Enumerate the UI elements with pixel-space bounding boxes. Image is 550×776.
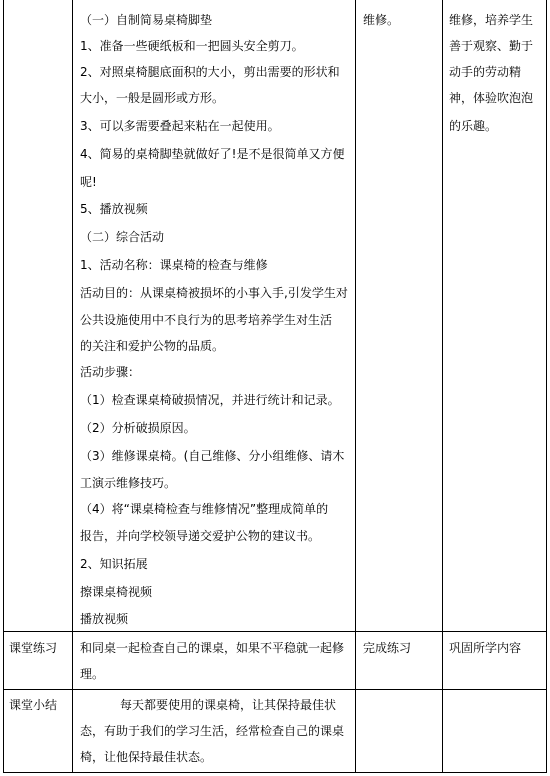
- content-line: 活动步骤：: [80, 365, 141, 379]
- content-line: 的关注和爱护公物的品质。: [80, 339, 225, 353]
- content-line: 每天都要使用的课桌椅，让其保持最佳状: [120, 698, 337, 712]
- intent-line: 动手的劳动精: [449, 65, 522, 79]
- content-line: 报告，并向学校领导递交爱护公物的建议书。: [80, 529, 321, 543]
- content-line: 呢!: [80, 175, 97, 189]
- content-line: 和同桌一起检查自己的课桌，如果不平稳就一起修: [80, 641, 345, 655]
- content-line: 椅，让他保持最佳状态。: [80, 750, 213, 764]
- student-activity: 完成练习: [363, 641, 412, 655]
- content-line: 2、知识拓展: [80, 557, 148, 571]
- row-border-2: [3, 689, 547, 690]
- content-line: 工演示维修技巧。: [80, 476, 177, 490]
- content-line: （一）自制简易桌椅脚垫: [80, 13, 213, 27]
- col-border-3: [442, 0, 443, 773]
- content-line: 4、简易的桌椅脚垫就做好了!是不是很简单又方便: [80, 147, 345, 161]
- row-border-bottom: [3, 772, 547, 773]
- row-border-1: [3, 631, 547, 632]
- content-line: （二）综合活动: [80, 230, 165, 244]
- content-line: 理。: [80, 667, 105, 681]
- col-border-2: [355, 0, 356, 773]
- row-label: 课堂练习: [9, 641, 58, 655]
- content-line: （3）维修课桌椅。(自己维修、分小组维修、请木: [80, 449, 345, 463]
- col-border-left: [3, 0, 4, 773]
- intent-line: 维修，培养学生: [449, 13, 534, 27]
- content-line: 5、播放视频: [80, 202, 148, 216]
- content-line: （2）分析破损原因。: [80, 421, 196, 435]
- intent-line: 善于观察、勤于: [449, 39, 534, 53]
- content-line: 2、对照桌椅腿底面积的大小，剪出需要的形状和: [80, 65, 340, 79]
- content-line: 活动目的：从课桌椅被损坏的小事入手,引发学生对: [80, 286, 348, 300]
- content-line: （4）将“课桌椅检查与维修情况”整理成简单的: [80, 502, 329, 516]
- intent-line: 的乐趣。: [449, 119, 498, 133]
- intent-line: 神，体验吹泡泡: [449, 91, 534, 105]
- student-activity: 维修。: [363, 13, 400, 27]
- intent-line: 巩固所学内容: [449, 641, 522, 655]
- content-line: （1）检查课桌椅破损情况，并进行统计和记录。: [80, 393, 340, 407]
- col-border-right: [546, 0, 547, 773]
- col-border-1: [72, 0, 73, 773]
- content-line: 1、活动名称：课桌椅的检查与维修: [80, 258, 268, 272]
- content-line: 播放视频: [80, 612, 129, 626]
- content-line: 公共设施使用中不良行为的思考培养学生对生活: [80, 313, 333, 327]
- content-line: 擦课桌椅视频: [80, 585, 153, 599]
- content-line: 1、准备一些硬纸板和一把圆头安全剪刀。: [80, 39, 304, 53]
- row-label: 课堂小结: [9, 698, 58, 712]
- content-line: 态，有助于我们的学习生活，经常检查自己的课桌: [80, 724, 345, 738]
- content-line: 大小，一般是圆形或方形。: [80, 91, 225, 105]
- content-line: 3、可以多需要叠起来粘在一起使用。: [80, 119, 280, 133]
